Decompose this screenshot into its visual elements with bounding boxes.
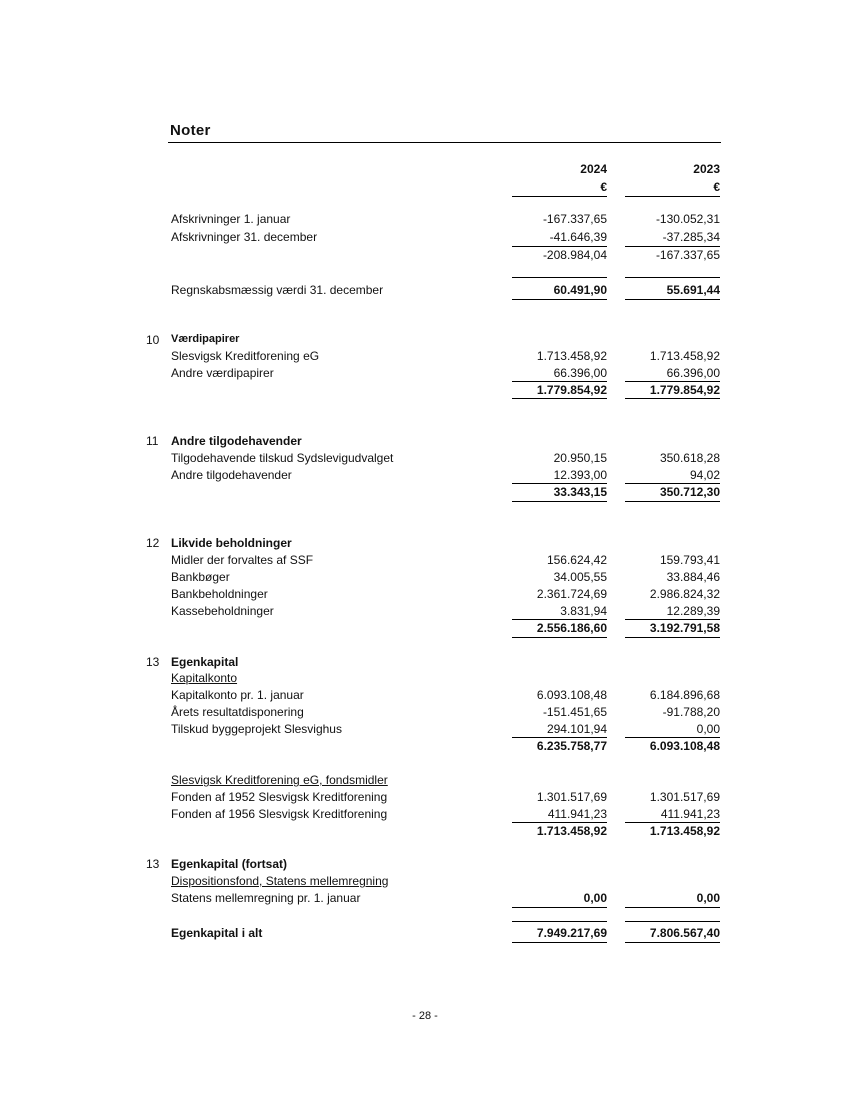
value-2024: 66.396,00 (553, 366, 607, 380)
subsection-heading (0, 874, 850, 890)
section-title: Andre tilgodehavender (171, 434, 302, 448)
total-rule-bottom (512, 398, 607, 399)
row-label: Kapitalkonto pr. 1. januar (171, 688, 304, 702)
value-2024: 294.101,94 (546, 722, 607, 736)
note-number: 13 (146, 655, 160, 669)
total-row (0, 739, 850, 755)
row-label: Årets resultatdisponering (171, 705, 304, 719)
value-2023: 2.986.824,32 (649, 587, 720, 601)
table-row (0, 468, 850, 484)
total-row (0, 283, 850, 299)
title-rule (168, 142, 721, 143)
note-number: 13 (146, 857, 160, 871)
value-2024: -151.451,65 (542, 705, 607, 719)
subtotal-rule (625, 483, 720, 484)
value-2024: 411.941,23 (547, 807, 607, 821)
total-row (0, 824, 850, 840)
value-2024: 6.093.108,48 (536, 688, 607, 702)
table-row (0, 688, 850, 704)
value-2023: -91.788,20 (662, 705, 720, 719)
page-number: - 28 - (412, 1010, 438, 1022)
total-rule-bottom (512, 942, 607, 943)
header-rule-1 (512, 196, 607, 197)
total-rule-top (625, 277, 720, 278)
note-number: 10 (146, 333, 160, 347)
value-2023: 1.713.458,92 (649, 349, 720, 363)
grand-total-row (0, 926, 850, 942)
total-rule-bottom (512, 501, 607, 502)
total-rule-top (512, 277, 607, 278)
table-row (0, 807, 850, 823)
value-2024: 0,00 (583, 891, 607, 905)
value-2023: 94,02 (689, 468, 720, 482)
value-2024: 1.713.458,92 (536, 824, 607, 838)
table-row (0, 722, 850, 738)
subtotal-rule (512, 381, 607, 382)
row-label: Statens mellemregning pr. 1. januar (171, 891, 361, 905)
header-rule-2 (625, 196, 720, 197)
total-rule-bottom (512, 637, 607, 638)
subtotal-rule (625, 246, 720, 247)
subsection-heading (0, 671, 850, 687)
row-label: Fonden af 1952 Slesvigsk Kreditforening (171, 790, 388, 804)
section-title: Egenkapital (171, 655, 239, 669)
subtotal-rule (512, 483, 607, 484)
total-row (0, 485, 850, 501)
subsection-heading (0, 773, 850, 789)
row-label: Bankbøger (171, 570, 230, 584)
value-2024: 34.005,55 (553, 570, 607, 584)
row-label: Tilskud byggeprojekt Slesvighus (171, 722, 342, 736)
total-rule-bottom (625, 501, 720, 502)
value-2023: 0,00 (696, 722, 720, 736)
value-2024: 60.491,90 (553, 283, 607, 297)
value-2023: 6.093.108,48 (649, 739, 720, 753)
row-label: Kassebeholdninger (171, 604, 274, 618)
total-rule-bottom (625, 299, 720, 300)
row-label: Regnskabsmæssig værdi 31. december (171, 283, 384, 297)
row-label: Fonden af 1956 Slesvigsk Kreditforening (171, 807, 388, 821)
value-2024: -208.984,04 (542, 248, 607, 262)
row-label: Slesvigsk Kreditforening eG (171, 349, 320, 363)
row-label: Midler der forvaltes af SSF (171, 553, 314, 567)
column-header-year-2: 2023 (693, 162, 720, 176)
section-heading (0, 536, 850, 552)
subsection-title: Slesvigsk Kreditforening eG, fondsmidler (171, 773, 388, 787)
value-2024: 1.779.854,92 (536, 383, 607, 397)
value-2023: 33.884,46 (666, 570, 720, 584)
row-label: Bankbeholdninger (171, 587, 268, 601)
total-rule-top (512, 921, 607, 922)
value-2023: 7.806.567,40 (649, 926, 720, 940)
table-row (0, 570, 850, 586)
table-row (0, 604, 850, 620)
section-heading (0, 857, 850, 873)
value-2024: 1.301.517,69 (536, 790, 607, 804)
subtotal-row (0, 248, 850, 264)
value-2023: 1.713.458,92 (649, 824, 720, 838)
total-rule-top (625, 921, 720, 922)
value-2023: 350.712,30 (659, 485, 720, 499)
row-label: Andre værdipapirer (171, 366, 274, 380)
total-rule-bottom (625, 637, 720, 638)
subtotal-rule (512, 822, 607, 823)
table-row (0, 705, 850, 721)
section-heading (0, 655, 850, 671)
column-currency-1: € (600, 180, 607, 194)
value-2023: 6.184.896,68 (649, 688, 720, 702)
total-rule-bottom (625, 398, 720, 399)
table-row (0, 366, 850, 382)
page-title: Noter (170, 122, 211, 139)
row-label: Afskrivninger 1. januar (171, 212, 291, 226)
table-row (0, 212, 850, 228)
subtotal-rule (512, 246, 607, 247)
value-2024: 33.343,15 (553, 485, 607, 499)
section-heading (0, 333, 850, 349)
value-2023: 55.691,44 (666, 283, 720, 297)
subsection-title: Dispositionsfond, Statens mellemregning (171, 874, 389, 888)
total-rule-bottom (625, 942, 720, 943)
value-2024: 156.624,42 (546, 553, 607, 567)
subtotal-rule (625, 381, 720, 382)
value-2024: 2.556.186,60 (536, 621, 607, 635)
subsection-title: Kapitalkonto (171, 671, 238, 685)
subtotal-rule (625, 619, 720, 620)
row-label: Tilgodehavende tilskud Sydslevigudvalget (171, 451, 394, 465)
value-2023: 350.618,28 (659, 451, 720, 465)
value-2023: 12.289,39 (666, 604, 720, 618)
column-currency-2: € (713, 180, 720, 194)
table-row (0, 349, 850, 365)
total-rule-bottom (512, 299, 607, 300)
value-2024: 12.393,00 (553, 468, 607, 482)
table-row (0, 553, 850, 569)
section-heading (0, 434, 850, 450)
value-2023: -130.052,31 (655, 212, 720, 226)
total-row (0, 621, 850, 637)
value-2023: -37.285,34 (662, 230, 720, 244)
value-2023: 1.301.517,69 (649, 790, 720, 804)
subtotal-rule (625, 907, 720, 908)
table-row (0, 891, 850, 907)
subtotal-rule (512, 619, 607, 620)
value-2024: 3.831,94 (560, 604, 607, 618)
value-2024: 2.361.724,69 (536, 587, 607, 601)
value-2024: 6.235.758,77 (536, 739, 607, 753)
subtotal-rule (512, 737, 607, 738)
table-row (0, 790, 850, 806)
value-2024: -167.337,65 (542, 212, 607, 226)
note-number: 11 (146, 434, 159, 448)
row-label: Andre tilgodehavender (171, 468, 292, 482)
value-2023: 411.941,23 (660, 807, 720, 821)
value-2023: 66.396,00 (666, 366, 720, 380)
table-row (0, 230, 850, 246)
table-row (0, 451, 850, 467)
row-label: Afskrivninger 31. december (171, 230, 318, 244)
value-2023: 0,00 (696, 891, 720, 905)
value-2024: 20.950,15 (553, 451, 607, 465)
subtotal-rule (512, 907, 607, 908)
table-row (0, 587, 850, 603)
value-2024: -41.646,39 (549, 230, 607, 244)
note-number: 12 (146, 536, 160, 550)
value-2023: -167.337,65 (655, 248, 720, 262)
value-2023: 3.192.791,58 (649, 621, 720, 635)
column-header-year-1: 2024 (580, 162, 607, 176)
subtotal-rule (625, 822, 720, 823)
section-title: Egenkapital (fortsat) (171, 857, 288, 871)
value-2023: 1.779.854,92 (649, 383, 720, 397)
section-title: Værdipapirer (171, 333, 240, 345)
section-title: Likvide beholdninger (171, 536, 292, 550)
total-row (0, 383, 850, 399)
value-2024: 1.713.458,92 (536, 349, 607, 363)
subtotal-rule (625, 737, 720, 738)
value-2023: 159.793,41 (659, 553, 720, 567)
row-label: Egenkapital i alt (171, 926, 263, 940)
value-2024: 7.949.217,69 (536, 926, 607, 940)
